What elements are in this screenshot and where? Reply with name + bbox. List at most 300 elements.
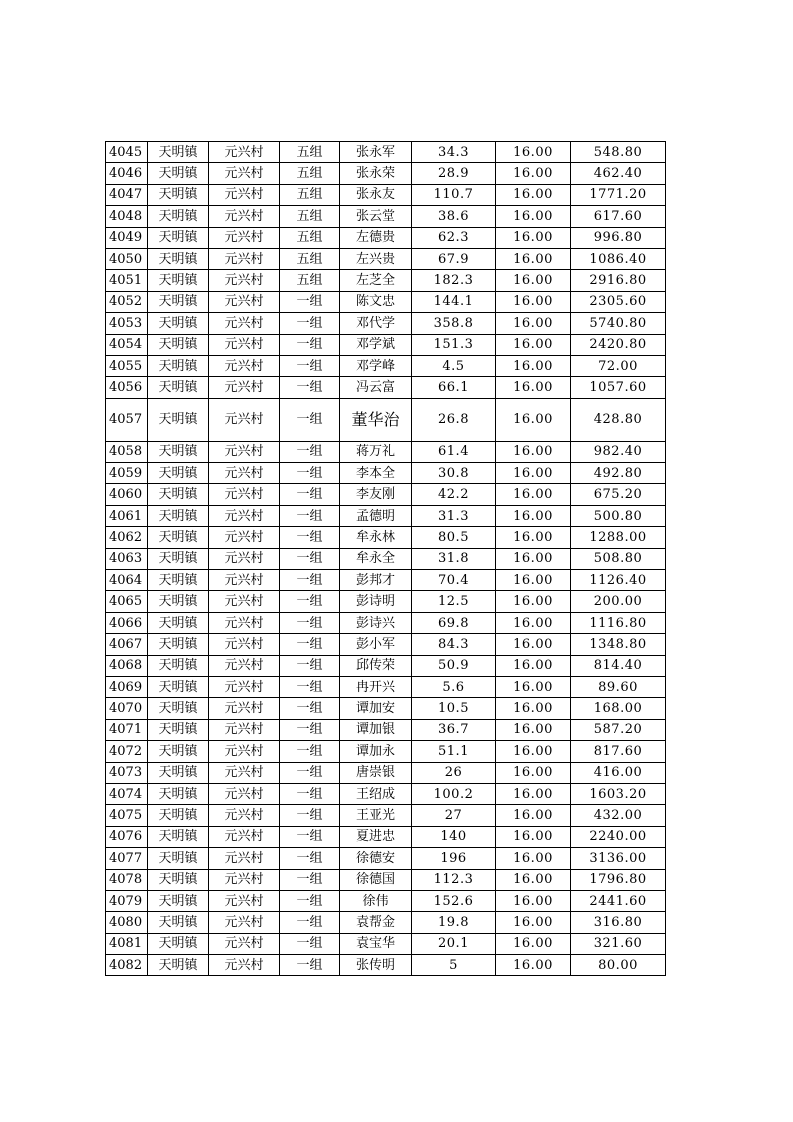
town-cell: 天明镇 bbox=[148, 805, 209, 826]
area-cell: 30.8 bbox=[412, 463, 496, 484]
group-cell: 一组 bbox=[280, 548, 340, 569]
table-row bbox=[106, 719, 666, 740]
price-cell: 16.00 bbox=[496, 248, 571, 269]
record-number-cell: 4048 bbox=[106, 206, 148, 227]
group-cell: 一组 bbox=[280, 848, 340, 869]
town-cell: 天明镇 bbox=[148, 398, 209, 441]
town-cell: 天明镇 bbox=[148, 570, 209, 591]
record-number-cell: 4051 bbox=[106, 270, 148, 291]
record-number-cell: 4060 bbox=[106, 484, 148, 505]
price-cell: 16.00 bbox=[496, 227, 571, 248]
group-cell: 一组 bbox=[280, 826, 340, 847]
area-cell: 28.9 bbox=[412, 163, 496, 184]
group-cell: 一组 bbox=[280, 484, 340, 505]
area-cell: 80.5 bbox=[412, 527, 496, 548]
name-cell: 徐德国 bbox=[340, 869, 412, 890]
price-cell: 16.00 bbox=[496, 655, 571, 676]
price-cell: 16.00 bbox=[496, 184, 571, 205]
group-cell: 一组 bbox=[280, 698, 340, 719]
group-cell: 一组 bbox=[280, 313, 340, 334]
village-cell: 元兴村 bbox=[209, 527, 280, 548]
area-cell: 69.8 bbox=[412, 612, 496, 633]
amount-cell: 1603.20 bbox=[571, 783, 666, 804]
village-cell: 元兴村 bbox=[209, 933, 280, 954]
group-cell: 五组 bbox=[280, 163, 340, 184]
village-cell: 元兴村 bbox=[209, 248, 280, 269]
name-cell: 邱传荣 bbox=[340, 655, 412, 676]
record-number-cell: 4081 bbox=[106, 933, 148, 954]
group-cell: 一组 bbox=[280, 612, 340, 633]
village-cell: 元兴村 bbox=[209, 655, 280, 676]
group-cell: 五组 bbox=[280, 206, 340, 227]
town-cell: 天明镇 bbox=[148, 334, 209, 355]
village-cell: 元兴村 bbox=[209, 676, 280, 697]
price-cell: 16.00 bbox=[496, 270, 571, 291]
price-cell: 16.00 bbox=[496, 698, 571, 719]
group-cell: 一组 bbox=[280, 291, 340, 312]
group-cell: 五组 bbox=[280, 184, 340, 205]
record-number-cell: 4045 bbox=[106, 142, 148, 163]
town-cell: 天明镇 bbox=[148, 355, 209, 376]
town-cell: 天明镇 bbox=[148, 741, 209, 762]
area-cell: 10.5 bbox=[412, 698, 496, 719]
table-row bbox=[106, 676, 666, 697]
area-cell: 5.6 bbox=[412, 676, 496, 697]
village-cell: 元兴村 bbox=[209, 912, 280, 933]
area-cell: 31.8 bbox=[412, 548, 496, 569]
group-cell: 一组 bbox=[280, 398, 340, 441]
record-number-cell: 4056 bbox=[106, 377, 148, 398]
record-number-cell: 4070 bbox=[106, 698, 148, 719]
table-row bbox=[106, 612, 666, 633]
name-cell: 张传明 bbox=[340, 955, 412, 976]
area-cell: 112.3 bbox=[412, 869, 496, 890]
amount-cell: 462.40 bbox=[571, 163, 666, 184]
village-cell: 元兴村 bbox=[209, 612, 280, 633]
name-cell: 蒋万礼 bbox=[340, 441, 412, 462]
name-cell: 谭加安 bbox=[340, 698, 412, 719]
name-cell: 王亚光 bbox=[340, 805, 412, 826]
record-number-cell: 4049 bbox=[106, 227, 148, 248]
price-cell: 16.00 bbox=[496, 719, 571, 740]
table-row bbox=[106, 184, 666, 205]
record-number-cell: 4057 bbox=[106, 398, 148, 441]
area-cell: 196 bbox=[412, 848, 496, 869]
table-row bbox=[106, 527, 666, 548]
amount-cell: 416.00 bbox=[571, 762, 666, 783]
name-cell: 彭诗兴 bbox=[340, 612, 412, 633]
area-cell: 140 bbox=[412, 826, 496, 847]
village-cell: 元兴村 bbox=[209, 184, 280, 205]
amount-cell: 2441.60 bbox=[571, 890, 666, 911]
amount-cell: 2305.60 bbox=[571, 291, 666, 312]
table-row bbox=[106, 634, 666, 655]
village-cell: 元兴村 bbox=[209, 548, 280, 569]
amount-cell: 2240.00 bbox=[571, 826, 666, 847]
village-cell: 元兴村 bbox=[209, 762, 280, 783]
record-number-cell: 4047 bbox=[106, 184, 148, 205]
village-cell: 元兴村 bbox=[209, 955, 280, 976]
table-row bbox=[106, 291, 666, 312]
price-cell: 16.00 bbox=[496, 912, 571, 933]
area-cell: 100.2 bbox=[412, 783, 496, 804]
name-cell: 牟永全 bbox=[340, 548, 412, 569]
record-number-cell: 4063 bbox=[106, 548, 148, 569]
name-cell: 袁宝华 bbox=[340, 933, 412, 954]
record-number-cell: 4068 bbox=[106, 655, 148, 676]
amount-cell: 982.40 bbox=[571, 441, 666, 462]
town-cell: 天明镇 bbox=[148, 612, 209, 633]
price-cell: 16.00 bbox=[496, 291, 571, 312]
area-cell: 50.9 bbox=[412, 655, 496, 676]
village-cell: 元兴村 bbox=[209, 570, 280, 591]
price-cell: 16.00 bbox=[496, 334, 571, 355]
village-cell: 元兴村 bbox=[209, 377, 280, 398]
name-cell: 李本全 bbox=[340, 463, 412, 484]
record-number-cell: 4046 bbox=[106, 163, 148, 184]
town-cell: 天明镇 bbox=[148, 912, 209, 933]
town-cell: 天明镇 bbox=[148, 826, 209, 847]
town-cell: 天明镇 bbox=[148, 291, 209, 312]
area-cell: 358.8 bbox=[412, 313, 496, 334]
price-cell: 16.00 bbox=[496, 377, 571, 398]
name-cell: 谭加永 bbox=[340, 741, 412, 762]
table-row bbox=[106, 505, 666, 526]
area-cell: 144.1 bbox=[412, 291, 496, 312]
area-cell: 36.7 bbox=[412, 719, 496, 740]
area-cell: 4.5 bbox=[412, 355, 496, 376]
table-row bbox=[106, 248, 666, 269]
village-cell: 元兴村 bbox=[209, 505, 280, 526]
amount-cell: 587.20 bbox=[571, 719, 666, 740]
town-cell: 天明镇 bbox=[148, 890, 209, 911]
town-cell: 天明镇 bbox=[148, 206, 209, 227]
village-cell: 元兴村 bbox=[209, 890, 280, 911]
name-cell: 邓学峰 bbox=[340, 355, 412, 376]
group-cell: 一组 bbox=[280, 570, 340, 591]
group-cell: 一组 bbox=[280, 355, 340, 376]
record-number-cell: 4054 bbox=[106, 334, 148, 355]
amount-cell: 492.80 bbox=[571, 463, 666, 484]
group-cell: 五组 bbox=[280, 248, 340, 269]
area-cell: 62.3 bbox=[412, 227, 496, 248]
area-cell: 31.3 bbox=[412, 505, 496, 526]
town-cell: 天明镇 bbox=[148, 377, 209, 398]
amount-cell: 817.60 bbox=[571, 741, 666, 762]
table-row bbox=[106, 548, 666, 569]
table-row bbox=[106, 783, 666, 804]
price-cell: 16.00 bbox=[496, 484, 571, 505]
area-cell: 84.3 bbox=[412, 634, 496, 655]
village-cell: 元兴村 bbox=[209, 227, 280, 248]
amount-cell: 5740.80 bbox=[571, 313, 666, 334]
town-cell: 天明镇 bbox=[148, 655, 209, 676]
area-cell: 5 bbox=[412, 955, 496, 976]
amount-cell: 2916.80 bbox=[571, 270, 666, 291]
town-cell: 天明镇 bbox=[148, 848, 209, 869]
area-cell: 19.8 bbox=[412, 912, 496, 933]
table-row bbox=[106, 570, 666, 591]
area-cell: 61.4 bbox=[412, 441, 496, 462]
record-number-cell: 4065 bbox=[106, 591, 148, 612]
table-row bbox=[106, 869, 666, 890]
price-cell: 16.00 bbox=[496, 570, 571, 591]
record-number-cell: 4078 bbox=[106, 869, 148, 890]
table-row bbox=[106, 933, 666, 954]
group-cell: 一组 bbox=[280, 955, 340, 976]
village-cell: 元兴村 bbox=[209, 634, 280, 655]
price-cell: 16.00 bbox=[496, 933, 571, 954]
group-cell: 五组 bbox=[280, 270, 340, 291]
table-row bbox=[106, 805, 666, 826]
amount-cell: 675.20 bbox=[571, 484, 666, 505]
village-cell: 元兴村 bbox=[209, 741, 280, 762]
village-cell: 元兴村 bbox=[209, 291, 280, 312]
price-cell: 16.00 bbox=[496, 676, 571, 697]
area-cell: 66.1 bbox=[412, 377, 496, 398]
group-cell: 一组 bbox=[280, 634, 340, 655]
record-number-cell: 4080 bbox=[106, 912, 148, 933]
area-cell: 151.3 bbox=[412, 334, 496, 355]
name-cell: 陈文忠 bbox=[340, 291, 412, 312]
area-cell: 26 bbox=[412, 762, 496, 783]
group-cell: 一组 bbox=[280, 527, 340, 548]
record-number-cell: 4077 bbox=[106, 848, 148, 869]
group-cell: 一组 bbox=[280, 741, 340, 762]
amount-cell: 1796.80 bbox=[571, 869, 666, 890]
group-cell: 一组 bbox=[280, 334, 340, 355]
village-cell: 元兴村 bbox=[209, 355, 280, 376]
amount-cell: 617.60 bbox=[571, 206, 666, 227]
table-row bbox=[106, 206, 666, 227]
town-cell: 天明镇 bbox=[148, 505, 209, 526]
village-cell: 元兴村 bbox=[209, 719, 280, 740]
record-number-cell: 4069 bbox=[106, 676, 148, 697]
record-number-cell: 4082 bbox=[106, 955, 148, 976]
name-cell: 彭小军 bbox=[340, 634, 412, 655]
name-cell: 张云堂 bbox=[340, 206, 412, 227]
name-cell: 邓学斌 bbox=[340, 334, 412, 355]
name-cell: 彭诗明 bbox=[340, 591, 412, 612]
village-cell: 元兴村 bbox=[209, 441, 280, 462]
amount-cell: 2420.80 bbox=[571, 334, 666, 355]
town-cell: 天明镇 bbox=[148, 142, 209, 163]
record-number-cell: 4072 bbox=[106, 741, 148, 762]
town-cell: 天明镇 bbox=[148, 783, 209, 804]
table-body bbox=[106, 142, 666, 976]
group-cell: 一组 bbox=[280, 463, 340, 484]
area-cell: 26.8 bbox=[412, 398, 496, 441]
amount-cell: 1771.20 bbox=[571, 184, 666, 205]
town-cell: 天明镇 bbox=[148, 591, 209, 612]
name-cell: 张永友 bbox=[340, 184, 412, 205]
table-row bbox=[106, 762, 666, 783]
village-cell: 元兴村 bbox=[209, 463, 280, 484]
table-row bbox=[106, 334, 666, 355]
record-number-cell: 4055 bbox=[106, 355, 148, 376]
name-cell: 董华治 bbox=[340, 398, 412, 441]
amount-cell: 200.00 bbox=[571, 591, 666, 612]
town-cell: 天明镇 bbox=[148, 548, 209, 569]
name-cell: 王绍成 bbox=[340, 783, 412, 804]
price-cell: 16.00 bbox=[496, 848, 571, 869]
village-cell: 元兴村 bbox=[209, 206, 280, 227]
price-cell: 16.00 bbox=[496, 869, 571, 890]
name-cell: 张永军 bbox=[340, 142, 412, 163]
village-cell: 元兴村 bbox=[209, 698, 280, 719]
town-cell: 天明镇 bbox=[148, 227, 209, 248]
village-cell: 元兴村 bbox=[209, 805, 280, 826]
group-cell: 五组 bbox=[280, 227, 340, 248]
town-cell: 天明镇 bbox=[148, 248, 209, 269]
price-cell: 16.00 bbox=[496, 741, 571, 762]
data-table bbox=[105, 141, 666, 976]
price-cell: 16.00 bbox=[496, 463, 571, 484]
town-cell: 天明镇 bbox=[148, 441, 209, 462]
group-cell: 一组 bbox=[280, 762, 340, 783]
town-cell: 天明镇 bbox=[148, 634, 209, 655]
price-cell: 16.00 bbox=[496, 762, 571, 783]
price-cell: 16.00 bbox=[496, 955, 571, 976]
area-cell: 12.5 bbox=[412, 591, 496, 612]
village-cell: 元兴村 bbox=[209, 869, 280, 890]
record-number-cell: 4053 bbox=[106, 313, 148, 334]
table-row bbox=[106, 463, 666, 484]
record-number-cell: 4062 bbox=[106, 527, 148, 548]
village-cell: 元兴村 bbox=[209, 484, 280, 505]
town-cell: 天明镇 bbox=[148, 463, 209, 484]
price-cell: 16.00 bbox=[496, 441, 571, 462]
group-cell: 一组 bbox=[280, 805, 340, 826]
amount-cell: 1126.40 bbox=[571, 570, 666, 591]
table-row bbox=[106, 741, 666, 762]
group-cell: 一组 bbox=[280, 890, 340, 911]
group-cell: 一组 bbox=[280, 869, 340, 890]
price-cell: 16.00 bbox=[496, 548, 571, 569]
amount-cell: 548.80 bbox=[571, 142, 666, 163]
price-cell: 16.00 bbox=[496, 398, 571, 441]
price-cell: 16.00 bbox=[496, 805, 571, 826]
town-cell: 天明镇 bbox=[148, 933, 209, 954]
area-cell: 27 bbox=[412, 805, 496, 826]
amount-cell: 1057.60 bbox=[571, 377, 666, 398]
price-cell: 16.00 bbox=[496, 142, 571, 163]
record-number-cell: 4061 bbox=[106, 505, 148, 526]
table-row bbox=[106, 484, 666, 505]
group-cell: 一组 bbox=[280, 676, 340, 697]
price-cell: 16.00 bbox=[496, 890, 571, 911]
name-cell: 冯云富 bbox=[340, 377, 412, 398]
area-cell: 34.3 bbox=[412, 142, 496, 163]
amount-cell: 432.00 bbox=[571, 805, 666, 826]
village-cell: 元兴村 bbox=[209, 826, 280, 847]
town-cell: 天明镇 bbox=[148, 676, 209, 697]
price-cell: 16.00 bbox=[496, 313, 571, 334]
name-cell: 袁帮金 bbox=[340, 912, 412, 933]
record-number-cell: 4052 bbox=[106, 291, 148, 312]
amount-cell: 1348.80 bbox=[571, 634, 666, 655]
record-number-cell: 4071 bbox=[106, 719, 148, 740]
record-number-cell: 4075 bbox=[106, 805, 148, 826]
town-cell: 天明镇 bbox=[148, 163, 209, 184]
table-row bbox=[106, 655, 666, 676]
table-row bbox=[106, 163, 666, 184]
group-cell: 一组 bbox=[280, 377, 340, 398]
town-cell: 天明镇 bbox=[148, 698, 209, 719]
price-cell: 16.00 bbox=[496, 163, 571, 184]
village-cell: 元兴村 bbox=[209, 163, 280, 184]
table-row bbox=[106, 848, 666, 869]
village-cell: 元兴村 bbox=[209, 591, 280, 612]
area-cell: 51.1 bbox=[412, 741, 496, 762]
name-cell: 冉开兴 bbox=[340, 676, 412, 697]
price-cell: 16.00 bbox=[496, 612, 571, 633]
price-cell: 16.00 bbox=[496, 206, 571, 227]
group-cell: 一组 bbox=[280, 912, 340, 933]
area-cell: 152.6 bbox=[412, 890, 496, 911]
name-cell: 左芝全 bbox=[340, 270, 412, 291]
record-number-cell: 4064 bbox=[106, 570, 148, 591]
name-cell: 张永荣 bbox=[340, 163, 412, 184]
town-cell: 天明镇 bbox=[148, 719, 209, 740]
village-cell: 元兴村 bbox=[209, 334, 280, 355]
amount-cell: 428.80 bbox=[571, 398, 666, 441]
price-cell: 16.00 bbox=[496, 826, 571, 847]
record-number-cell: 4079 bbox=[106, 890, 148, 911]
group-cell: 一组 bbox=[280, 719, 340, 740]
name-cell: 左兴贵 bbox=[340, 248, 412, 269]
area-cell: 20.1 bbox=[412, 933, 496, 954]
group-cell: 一组 bbox=[280, 655, 340, 676]
village-cell: 元兴村 bbox=[209, 142, 280, 163]
amount-cell: 1288.00 bbox=[571, 527, 666, 548]
group-cell: 一组 bbox=[280, 505, 340, 526]
price-cell: 16.00 bbox=[496, 355, 571, 376]
town-cell: 天明镇 bbox=[148, 762, 209, 783]
record-number-cell: 4076 bbox=[106, 826, 148, 847]
record-number-cell: 4050 bbox=[106, 248, 148, 269]
price-cell: 16.00 bbox=[496, 591, 571, 612]
area-cell: 67.9 bbox=[412, 248, 496, 269]
table-row bbox=[106, 441, 666, 462]
name-cell: 牟永林 bbox=[340, 527, 412, 548]
amount-cell: 72.00 bbox=[571, 355, 666, 376]
price-cell: 16.00 bbox=[496, 634, 571, 655]
table-row bbox=[106, 355, 666, 376]
table-row bbox=[106, 698, 666, 719]
village-cell: 元兴村 bbox=[209, 848, 280, 869]
table-row bbox=[106, 377, 666, 398]
amount-cell: 89.60 bbox=[571, 676, 666, 697]
table-row bbox=[106, 142, 666, 163]
amount-cell: 500.80 bbox=[571, 505, 666, 526]
town-cell: 天明镇 bbox=[148, 313, 209, 334]
amount-cell: 168.00 bbox=[571, 698, 666, 719]
record-number-cell: 4074 bbox=[106, 783, 148, 804]
town-cell: 天明镇 bbox=[148, 184, 209, 205]
record-number-cell: 4058 bbox=[106, 441, 148, 462]
area-cell: 70.4 bbox=[412, 570, 496, 591]
table-row bbox=[106, 591, 666, 612]
record-number-cell: 4066 bbox=[106, 612, 148, 633]
town-cell: 天明镇 bbox=[148, 270, 209, 291]
area-cell: 42.2 bbox=[412, 484, 496, 505]
name-cell: 李友刚 bbox=[340, 484, 412, 505]
price-cell: 16.00 bbox=[496, 783, 571, 804]
table-row bbox=[106, 955, 666, 976]
group-cell: 五组 bbox=[280, 142, 340, 163]
town-cell: 天明镇 bbox=[148, 869, 209, 890]
